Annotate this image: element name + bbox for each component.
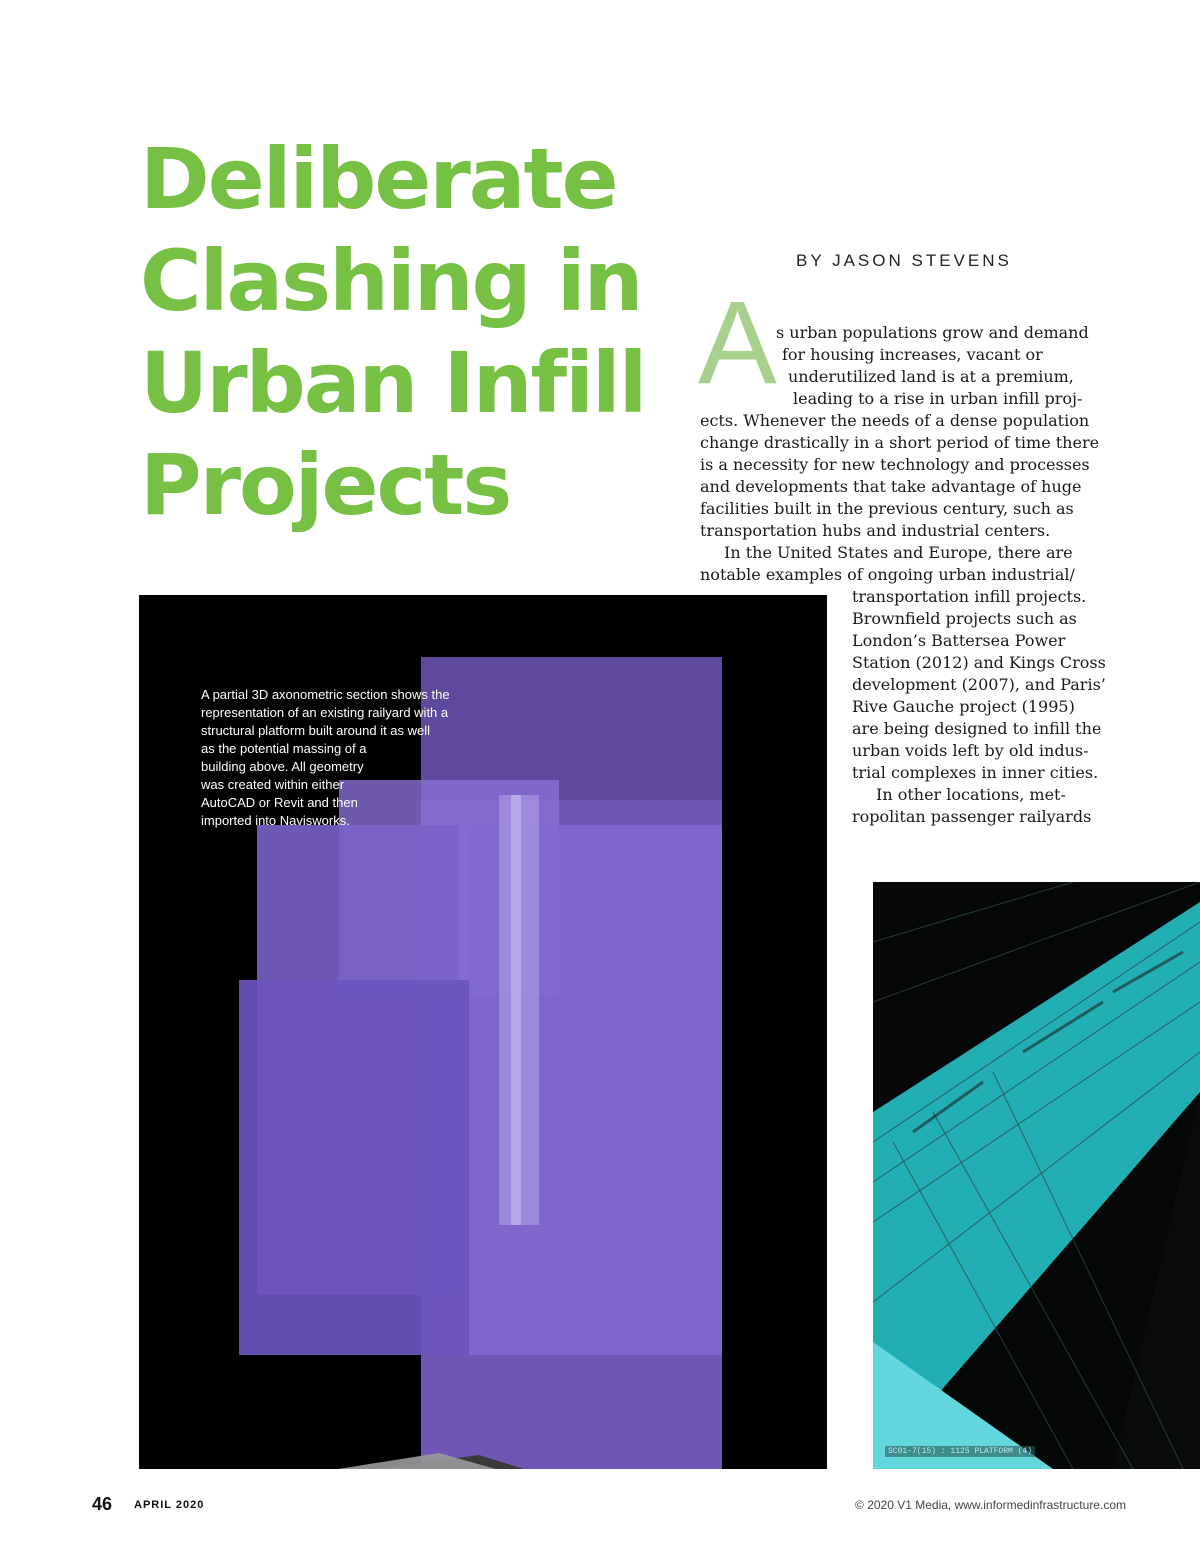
page-number: 46: [92, 1494, 113, 1514]
body-line: Rive Gauche project (1995): [852, 697, 1075, 716]
caption-line: was created within either: [201, 777, 345, 792]
intro-line-4: leading to a rise in urban infill proj-: [793, 389, 1083, 408]
caption-line: imported into Navisworks.: [201, 813, 350, 828]
massing-core-highlight: [511, 795, 521, 1225]
body-line: are being designed to infill the: [852, 719, 1102, 738]
massing-left-lower: [239, 980, 469, 1355]
body-line: ropolitan passenger railyards: [852, 807, 1092, 826]
body-line: In the United States and Europe, there are: [724, 543, 1073, 562]
body-line: notable examples of ongoing urban industrial/: [700, 565, 1075, 584]
copyright: © 2020 V1 Media, www.informedinfrastructure.com: [855, 1498, 1126, 1512]
body-line: In other locations, met-: [876, 785, 1066, 804]
body-line: London’s Battersea Power: [852, 631, 1066, 650]
platform-wireframe-illustration: [873, 882, 1200, 1469]
caption-line: A partial 3D axonometric section shows the: [201, 687, 450, 702]
title-line-4: Projects: [140, 436, 511, 534]
body-line: urban voids left by old indus-: [852, 741, 1089, 760]
figure-caption: [201, 686, 471, 830]
caption-line: as the potential massing of a: [201, 741, 367, 756]
model-label: SC01-7(15) : 1125 PLATFORM (4): [885, 1446, 1035, 1457]
issue-date: APRIL 2020: [134, 1499, 205, 1511]
intro-line-3: underutilized land is at a premium,: [788, 367, 1074, 386]
body-line: and developments that take advantage of huge: [700, 477, 1082, 496]
caption-line: structural platform built around it as well: [201, 723, 431, 738]
title-line-2: Clashing in: [140, 232, 642, 330]
figure-platform-model: [873, 882, 1200, 1469]
article-title: [140, 128, 660, 536]
body-line: change drastically in a short period of time there: [700, 433, 1100, 452]
body-paragraph-1: [700, 410, 1099, 586]
body-line: Station (2012) and Kings Cross: [852, 653, 1106, 672]
figure-axonometric-section: [139, 595, 827, 1469]
body-line: trial complexes in inner cities.: [852, 763, 1099, 782]
title-line-3: Urban Infill: [140, 334, 646, 432]
caption-line: building above. All geometry: [201, 759, 364, 774]
body-line: development (2007), and Paris’: [852, 675, 1106, 694]
drop-cap: A: [698, 277, 777, 409]
body-line: facilities built in the previous century, such as: [700, 499, 1074, 518]
body-line: is a necessity for new technology and processes: [700, 455, 1090, 474]
body-line: transportation infill projects.: [852, 587, 1087, 606]
body-line: transportation hubs and industrial centers.: [700, 521, 1051, 540]
caption-line: representation of an existing railyard with a: [201, 705, 449, 720]
caption-line: AutoCAD or Revit and then: [201, 795, 358, 810]
title-line-1: Deliberate: [140, 130, 617, 228]
intro-line-1: s urban populations grow and demand: [776, 323, 1089, 342]
body-line: ects. Whenever the needs of a dense population: [700, 411, 1090, 430]
body-paragraph-2: [852, 586, 1106, 828]
byline: BY JASON STEVENS: [796, 251, 1012, 270]
body-line: Brownfield projects such as: [852, 609, 1077, 628]
intro-line-2: for housing increases, vacant or: [782, 345, 1043, 364]
